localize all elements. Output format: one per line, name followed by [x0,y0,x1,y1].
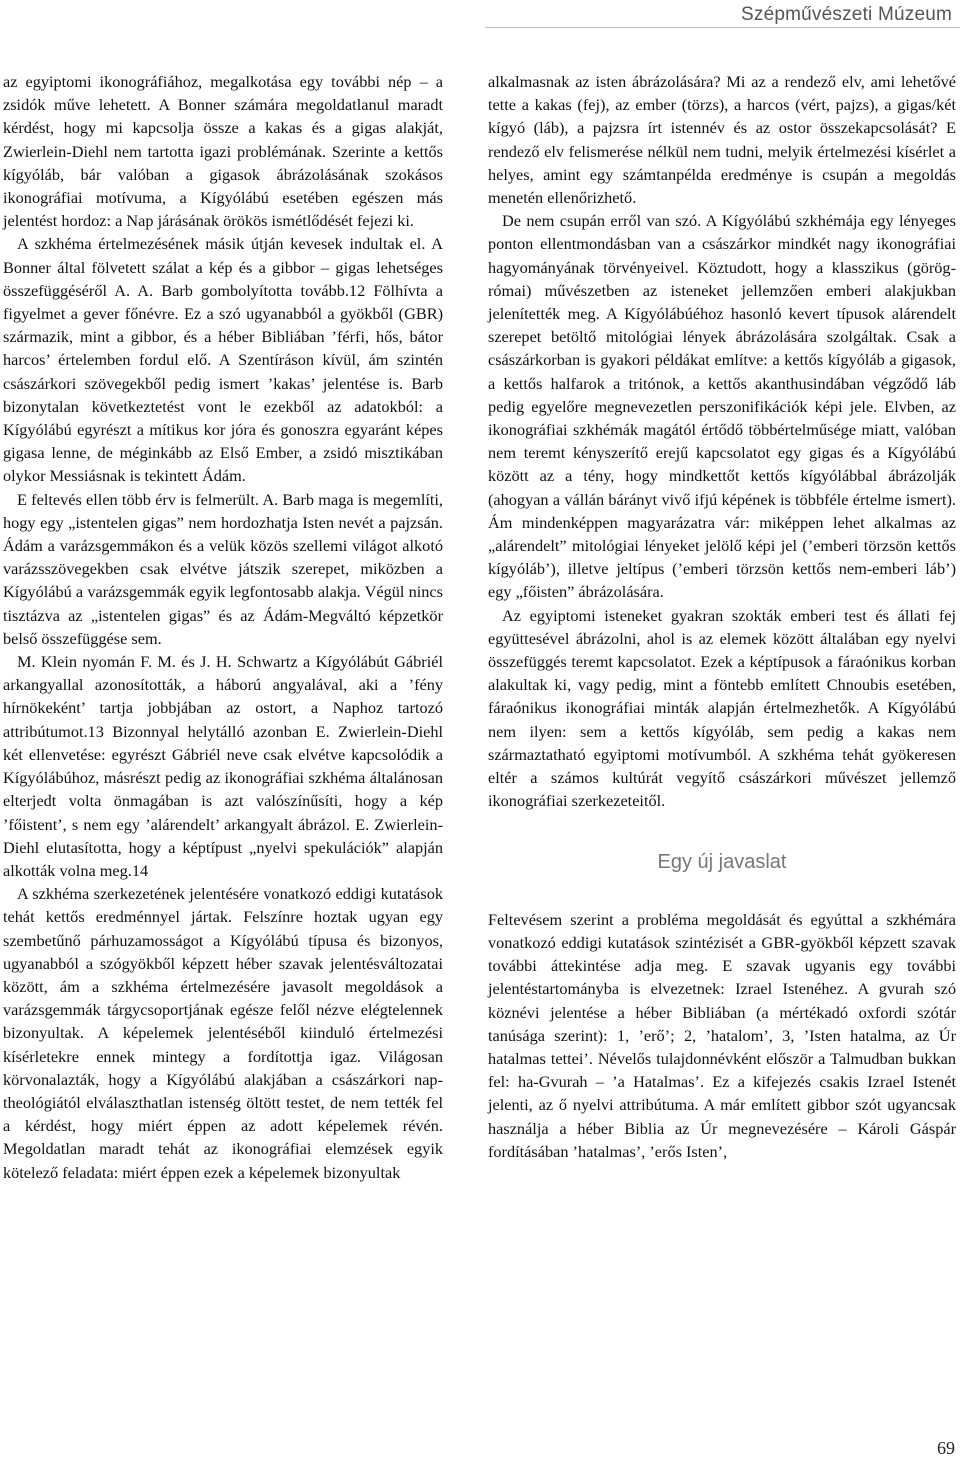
paragraph: az egyiptomi ikonográfiához, megalkotása egy további nép – a zsidók műve lehetett. A Bonner számára megoldatlanul maradt kérdést, hogy mi kapcsolja össze a kakas és a gigas alakját, Zwierlein-Diehl nem tartotta igazi problémának. Szerinte a kettős kígyóláb, bár valóban a gigasok ábrázolásának szokásos ikonográfiai motívuma, a Kígyólábú esetében egészen más jelentést hordoz: a Nap járásának örökös ismétlődését fejezi ki. [3,72,443,231]
page-number: 69 [937,1438,955,1458]
paragraph: M. Klein nyomán F. M. és J. H. Schwartz a Kígyólábút Gábriél arkangyallal azonosították, a háború angyalával, aki a ’fény hírnökeként’ tartja jobbjában az ostort, a Naphoz tartozó attribútumot.13 Bizonnyal helytálló azonban E. Zwierlein-Diehl két ellenvetése: egyrészt Gábriél neve csak elvétve kapcsolódik a Kígyólábúhoz, másrészt pedig az ikonográfiai szkhéma általánosan elterjedt volta önmagában is azt valószínűsíti, hogy a kép ’főistent’, s nem egy ’alárendelt’ arkangyalt ábrázol. E. Zwierlein-Diehl elutasította, hogy a képtípust „nyelvi spekulációk” alapján alkották volna meg.14 [3,652,443,880]
paragraph: De nem csupán erről van szó. A Kígyólábú szkhémája egy lényeges ponton ellentmondásban van a császárkor mindkét nagy ikonográfiai hagyományának törvényeivel. Köztudott, hogy a klasszikus (görög-római) művészetben az isteneket jellemzően emberi alakjukban jelenítették meg. A Kígyólábúéhoz hasonló kevert típusok alárendelt szerepet betöltő mitológiai lények ábrázolására szolgáltak. Csak a császárkorban is gyakori példákat említve: a kettős kígyóláb a gigasok, a kettős halfarok a tritónok, a kettős akanthusindában végződő láb pedig egyelőre megnevezetlen perszonifikációk képi jele. Elvben, az ikonográfiai szkhémák magától értődő többértelműsége miatt, valóban nem teremt kényszerítő erejű kapcsolatot egy gigas és a Kígyólábú között az a tény, hogy mindkettőt kettős kígyólábbal ábrázolják (ahogyan a vállán bárányt vivő ifjú képének is többféle értelme ismert). Ám mindenképpen magyarázatra vár: miképpen lehet alkalmas az „alárendelt” mitológiai lényeket jelölő képi jel (’emberi törzsön kettős kígyóláb’), illetve jeltípus (’emberi törzsön kettős nem-emberi láb’) egy „főisten” ábrázolására. [488,211,956,602]
right-column [488,70,956,1163]
section-heading: Egy új javaslat [657,850,787,873]
paragraph: alkalmasnak az isten ábrázolására? Mi az a rendező elv, ami lehetővé tette a kakas (fej), az ember (törzs), a harcos (vért, pajzs), a gigas/két kígyó (láb), a pajzsra írt istennév és az ostor összekapcsolását? E rendező elv felismerése nélkül nem tudni, melyik értelmezési kísérlet a helyes, amint egy számtanpélda eredménye is csupán a megoldás menetén ellenőrizhető. [488,72,956,208]
paragraph: Az egyiptomi isteneket gyakran szokták emberi test és állati fej együttesével ábrázolni, ahol is az elemek között általában egy nyelvi összefüggés teremt kapcsolatot. Ezek a képtípusok a fáraónikus korban alakultak ki, vagy pedig, mint a föntebb említett Chnoubis esetében, fáraónikus ikonográfiai minták alapján értelmezhetők. A Kígyólábú nem ilyen: sem a kettős kígyóláb, sem pedig a kakas nem származtatható egyiptomi motívumból. A szkhéma tehát gyökeresen eltér a számos kultúrát vegyítő császárkori művészet jellemző ikonográfiai szerkezeteitől. [488,605,956,811]
header-rule [485,27,960,28]
left-column [3,70,443,1184]
paragraph: E feltevés ellen több érv is felmerült. A. Barb maga is megemlíti, hogy egy „istentelen gigas” nem hordozhatja Isten nevét a pajzsán. Ádám a varázsgemmákon és a velük közös szellemi világot alkotó varázsszövegekben csak elvétve játszik szerepet, miközben a Kígyólábú a varázsgemmák egyik legfontosabb alakja. Végül nincs tisztázva az „istentelen gigas” és az Ádám-Megváltó képzetkör belső összefüggése sem. [3,489,443,648]
paragraph: A szkhéma szerkezetének jelentésére vonatkozó eddigi kutatások tehát kettős eredménnyel jártak. Felszínre hoztak ugyan egy szembetűnő párhuzamosságot a Kígyólábú típusa és bizonyos, ugyanabból a szógyökből képzett héber szavak jelentésváltozatai között, ám a szkhéma értelmezésére javasolt megoldások a varázsgemmák tárgycsoportjának egésze felől nézve elégtelennek bizonyultak. A képelemek jelentéséből kiinduló értelmezési kísérletekre ennek mintegy a fordítottja igaz. Világosan körvonalazták, hogy a Kígyólábú alakjában a császárkori nap-theológiától elválaszthatlan istenség öltött testet, de nem tették fel a kérdést, hogy miért éppen az adott képelemek révén. Megoldatlan maradt tehát az ikonográfiai elemzések egyik kötelező feladata: miért éppen ezek a képelemek bizonyultak [3,884,443,1182]
paragraph: Feltevésem szerint a probléma megoldását és egyúttal a szkhémára vonatkozó eddigi kutatások szintézisét a GBR-gyökből képzett szavak további áttekintése adja meg. E szavak ugyanis egy további jelentéstartományba is elvezetnek: Izrael Istenéhez. A gvurah szó köznévi jelentése a héber Bibliában (a mértékadó oxfordi szótár tanúsága szerint): 1, ’erő’; 2, ’hatalom’, 3, ’Isten hatalma, az Úr hatalmas tettei’. Névelős tulajdonnévként először a Talmudban bukkan fel: ha-Gvurah – ’a Hatalmas’. Ez a kifejezés csakis Izrael Istenét jelenti, az ő nyelvi attribútuma. A már említett gibbor szót ugyancsak használja a héber Biblia az Úr megnevezésére – Károli Gáspár fordításában ’hatalmas’, ’erős Isten’, [488,909,956,1161]
running-head: Szépművészeti Múzeum [741,4,952,25]
paragraph: A szkhéma értelmezésének másik útján kevesek indultak el. A Bonner által fölvetett szálat a kép és a gibbor – gigas lehetséges összefüggéséről A. A. Barb gombolyította tovább.12 Fölhívta a figyelmet a gever főnévre. Ez a szó ugyanabból a gyökből (GBR) származik, mint a gibbor, és a héber Bibliában ’férfi, hős, bátor harcos’ értelemben fordul elő. A Szentíráson kívül, ám szintén császárkori szövegekből pedig ismert ’kakas’ jelentése is. Barb bizonytalan következtetést vont le ezekből az adatokból: a Kígyólábú egyrészt a mítikus kor jóra és gonoszra egyaránt képes gigasa lenne, de méginkább az Első Ember, a zsidó misztikában olykor Messiásnak is tekintett Ádám. [3,234,443,486]
